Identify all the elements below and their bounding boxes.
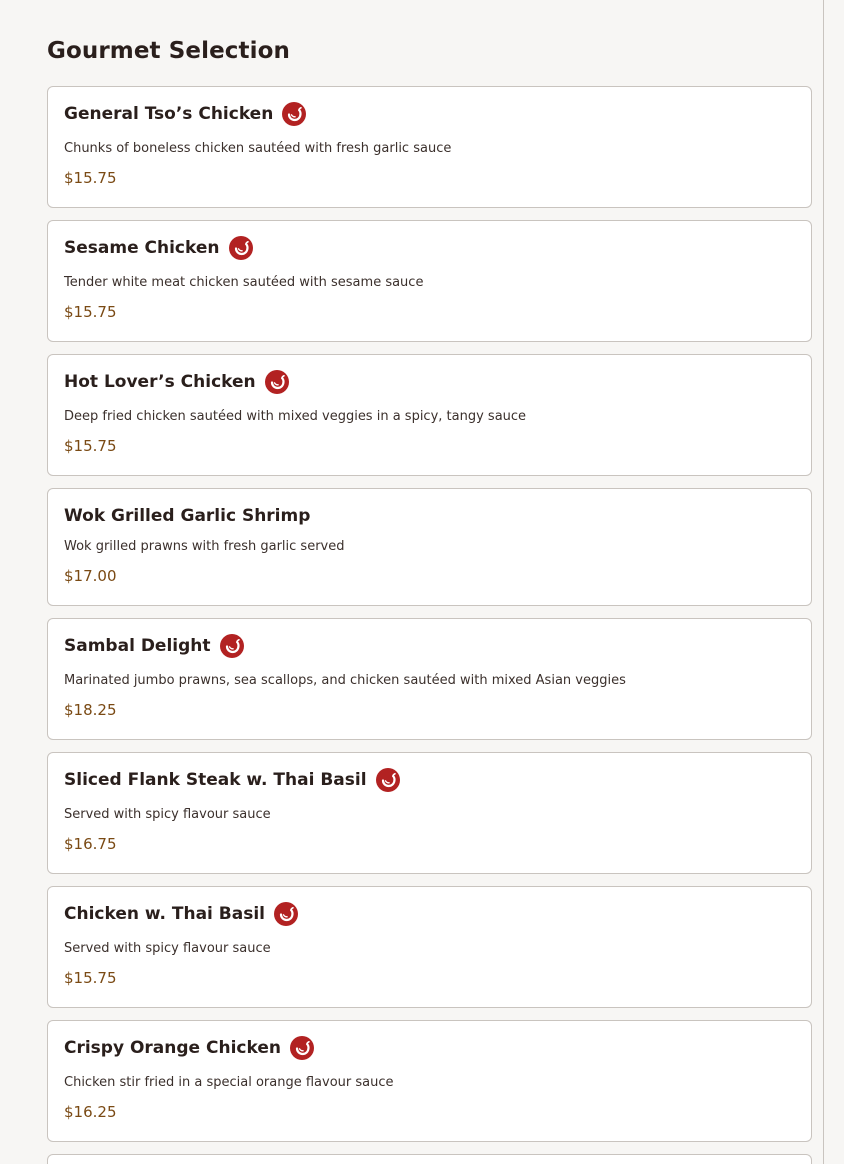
menu-item-card[interactable] (47, 1020, 812, 1142)
menu-item-name: Sesame Chicken (64, 238, 220, 258)
menu-item-description: Wok grilled prawns with fresh garlic served (64, 539, 345, 554)
menu-item-description: Chunks of boneless chicken sautéed with fresh garlic sauce (64, 141, 452, 156)
menu-item-name: Sambal Delight (64, 636, 211, 656)
menu-item-card[interactable] (47, 86, 812, 208)
menu-item-description: Served with spicy flavour sauce (64, 807, 271, 822)
menu-item-header (64, 633, 244, 659)
menu-item-card[interactable] (47, 354, 812, 476)
menu-item-name: Hot Lover’s Chicken (64, 372, 256, 392)
chili-pepper-icon (290, 1036, 314, 1060)
menu-item-header (64, 235, 253, 261)
section-title: Gourmet Selection (47, 38, 290, 64)
menu-item-name: Sliced Flank Steak w. Thai Basil (64, 770, 367, 790)
chili-pepper-icon (274, 902, 298, 926)
menu-item-description: Deep fried chicken sautéed with mixed veggies in a spicy, tangy sauce (64, 409, 527, 424)
menu-item-price: $18.25 (64, 701, 117, 719)
chili-pepper-icon (376, 768, 400, 792)
menu-item-name: General Tso’s Chicken (64, 104, 274, 124)
menu-item-price: $15.75 (64, 303, 117, 321)
menu-item-name: Wok Grilled Garlic Shrimp (64, 506, 311, 526)
menu-item-header (64, 1035, 314, 1061)
next-menu-card (47, 1154, 812, 1164)
chili-pepper-icon (229, 236, 253, 260)
menu-item-name: Crispy Orange Chicken (64, 1038, 281, 1058)
menu-item-header (64, 101, 306, 127)
menu-item-description: Marinated jumbo prawns, sea scallops, and chicken sautéed with mixed Asian veggies (64, 673, 626, 688)
chili-pepper-icon (282, 102, 306, 126)
menu-item-price: $16.75 (64, 835, 117, 853)
menu-item-price: $17.00 (64, 567, 117, 585)
menu-item-price: $15.75 (64, 169, 117, 187)
menu-item-price: $16.25 (64, 1103, 117, 1121)
menu-list (47, 86, 812, 1154)
menu-item-header (64, 901, 298, 927)
menu-item-card[interactable] (47, 220, 812, 342)
chili-pepper-icon (265, 370, 289, 394)
menu-item-card[interactable] (47, 618, 812, 740)
menu-item-description: Chicken stir fried in a special orange flavour sauce (64, 1075, 394, 1090)
menu-item-price: $15.75 (64, 969, 117, 987)
menu-item-header (64, 767, 400, 793)
menu-item-description: Tender white meat chicken sautéed with sesame sauce (64, 275, 424, 290)
chili-pepper-icon (220, 634, 244, 658)
menu-item-card[interactable] (47, 886, 812, 1008)
menu-item-name: Chicken w. Thai Basil (64, 904, 265, 924)
menu-item-card[interactable] (47, 488, 812, 606)
menu-item-header (64, 369, 289, 395)
menu-item-description: Served with spicy flavour sauce (64, 941, 271, 956)
menu-item-price: $15.75 (64, 437, 117, 455)
menu-item-card[interactable] (47, 752, 812, 874)
menu-item-header (64, 503, 310, 529)
